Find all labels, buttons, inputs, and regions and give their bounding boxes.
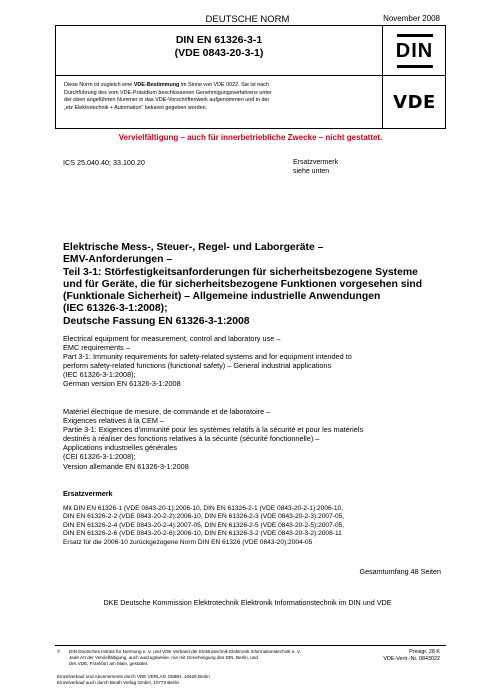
copyright-line-2: Jede Art der Vervielfältigung, auch auszugsweise, nur mit Genehmigung des DIN, Berlin, und (69, 655, 258, 661)
replacement-note (293, 158, 338, 176)
title-english-line: Electrical equipment for measurement, control and laboratory use – (63, 334, 281, 343)
price-group: Preisgr. 28 K (409, 649, 440, 655)
sales-line-1: Einzelverkauf und Abonnements durch VDE VERLAG GMBH, 10625 Berlin (57, 674, 210, 679)
standard-number-vde: (VDE 0843-20-3-1) (174, 47, 264, 59)
din-logo (382, 26, 446, 75)
title-german-line: (IEC 61326-3-1:2008); (63, 303, 168, 315)
title-english (63, 334, 449, 389)
title-german-line: Elektrische Mess-, Steuer-, Regel- und Laborgeräte – (63, 242, 324, 253)
title-german-line: und für Geräte, die für sicherheitsbezogene Funktionen vorgesehen sind (63, 278, 423, 290)
title-french-line: destinés à réaliser des fonctions relatives à la sécurité (sécurité fonctionnelle) – (63, 434, 320, 444)
footer-divider (55, 645, 446, 646)
title-english-line: EMC requirements – (63, 343, 130, 353)
vde-bestimmung-emphasis: VDE-Bestimmung (133, 82, 180, 88)
title-english-line: German version EN 61326-3-1:2008 (63, 379, 181, 389)
replacement-line: DIN EN 61326-2-2 (VDE 0843-20-2-2):2006-10, DIN EN 61326-2-3 (VDE 0843-20-2-3):2007-05, (63, 513, 345, 521)
standard-number (56, 34, 382, 60)
title-french-line: (CEI 61326-3-1:2008); (63, 452, 136, 462)
replacement-details (63, 505, 453, 547)
title-french-line: Version allemande EN 61326-3-1:2008 (63, 461, 189, 471)
title-french-line: Partie 3-1: Exigences d’immunité pour les systèmes relatifs à la sécurité et pour les matériels (63, 425, 364, 435)
copyright-line-3: des VDE, Frankfurt am Main, gestattet. (69, 661, 149, 667)
title-german (63, 242, 449, 328)
standard-type-label: DEUTSCHE NORM (205, 14, 290, 25)
vde-note-line-1: Diese Norm ist zugleich eine VDE-Bestimmung im Sinne von VDE 0022. Sie ist nach (64, 82, 269, 88)
replacement-heading: Ersatzvermerk (63, 489, 113, 498)
replacement-line: Ersatz für die 2006-10 zurückgezogene Norm DIN EN 61326 (VDE 0843-20):2004-05 (63, 538, 313, 546)
copyright-notice (57, 649, 387, 668)
order-number: VDE-Vertr.-Nr. 0843022 (383, 656, 440, 662)
title-german-line: Deutsche Fassung EN 61326-3-1:2008 (63, 315, 250, 327)
sales-info (57, 674, 210, 686)
standard-number-din: DIN EN 61326-3-1 (175, 34, 263, 46)
title-french-line: Matériel électrique de mesure, de commande et de laboratoire – (63, 407, 271, 416)
title-english-line: (IEC 61326-3-1:2008); (63, 370, 136, 380)
copyright-line-1: © DIN Deutsches Institut für Normung e. V. und VDE Verband der Elektrotechnik Elektronik Informationstechnik e. V. (57, 649, 301, 654)
replacement-note-line-2: siehe unten (293, 168, 330, 175)
title-french-line: Exigences relatives à la CEM – (63, 416, 164, 426)
price-info (383, 649, 440, 663)
title-german-line: (Funktionale Sicherheit) – Allgemeine industrielle Anwendungen (63, 291, 381, 303)
title-french-line: Applications industrielles générales (63, 443, 177, 453)
title-german-line: Teil 3-1: Störfestigkeitsanforderungen für sicherheitsbezogene Systeme (63, 266, 418, 278)
replacement-note-line-1: Ersatzvermerk (293, 159, 339, 166)
vde-note-line-2: Durchführung des vom VDE-Präsidium beschlossenen Genehmigungsverfahrens unter (64, 89, 272, 96)
vde-note-line-3: der oben angeführten Nummer in das VDE-Vorschriftenwerk aufgenommen und in der (64, 97, 270, 104)
vde-note (64, 82, 376, 112)
copy-warning: Vervielfältigung – auch für innerbetriebliche Zwecke – nicht gestattet. (118, 133, 383, 142)
sales-line-2: Einzelverkauf auch durch Beuth Verlag GmbH, 10772 Berlin (57, 680, 180, 686)
replacement-line: DIN EN 61326-2-4 (VDE 0843-20-2-4):2007-05, DIN EN 61326-2-5 (VDE 0843-20-2-5):2007-05, (63, 521, 345, 529)
publication-date: November 2008 (383, 14, 440, 23)
din-logo-mark: DIN (397, 34, 433, 68)
ics-codes: ICS 25.040.40; 33.100.20 (63, 158, 145, 167)
title-english-line: perform safety-related functions (functional safety) – General industrial applications (63, 361, 332, 371)
vde-note-line-4: „etz Elektrotechnik + Automation“ bekannt gegeben worden. (64, 104, 208, 111)
copyright-icon: © (57, 649, 61, 654)
title-german-line: EMV-Anforderungen – (63, 254, 173, 266)
replacement-line: DIN EN 61326-2-6 (VDE 0843-20-2-6):2006-10, DIN EN 61326-3-2 (VDE 0843-20-3-2):2008-11 (63, 530, 342, 538)
vde-logo: VDE (382, 75, 446, 129)
committee-name: DKE Deutsche Kommission Elektrotechnik Elektronik Informationstechnik im DIN und VDE (103, 598, 392, 607)
total-pages: Gesamtumfang 48 Seiten (359, 567, 441, 576)
title-box (55, 25, 446, 129)
replacement-line: Mit DIN EN 61326-1 (VDE 0843-20-1):2006-10, DIN EN 61326-2-1 (VDE 0843-20-2-1):2006-10, (63, 505, 344, 512)
title-french (63, 407, 449, 471)
title-english-line: Part 3-1: Immunity requirements for safety-related systems and for equipment intended to (63, 352, 352, 362)
